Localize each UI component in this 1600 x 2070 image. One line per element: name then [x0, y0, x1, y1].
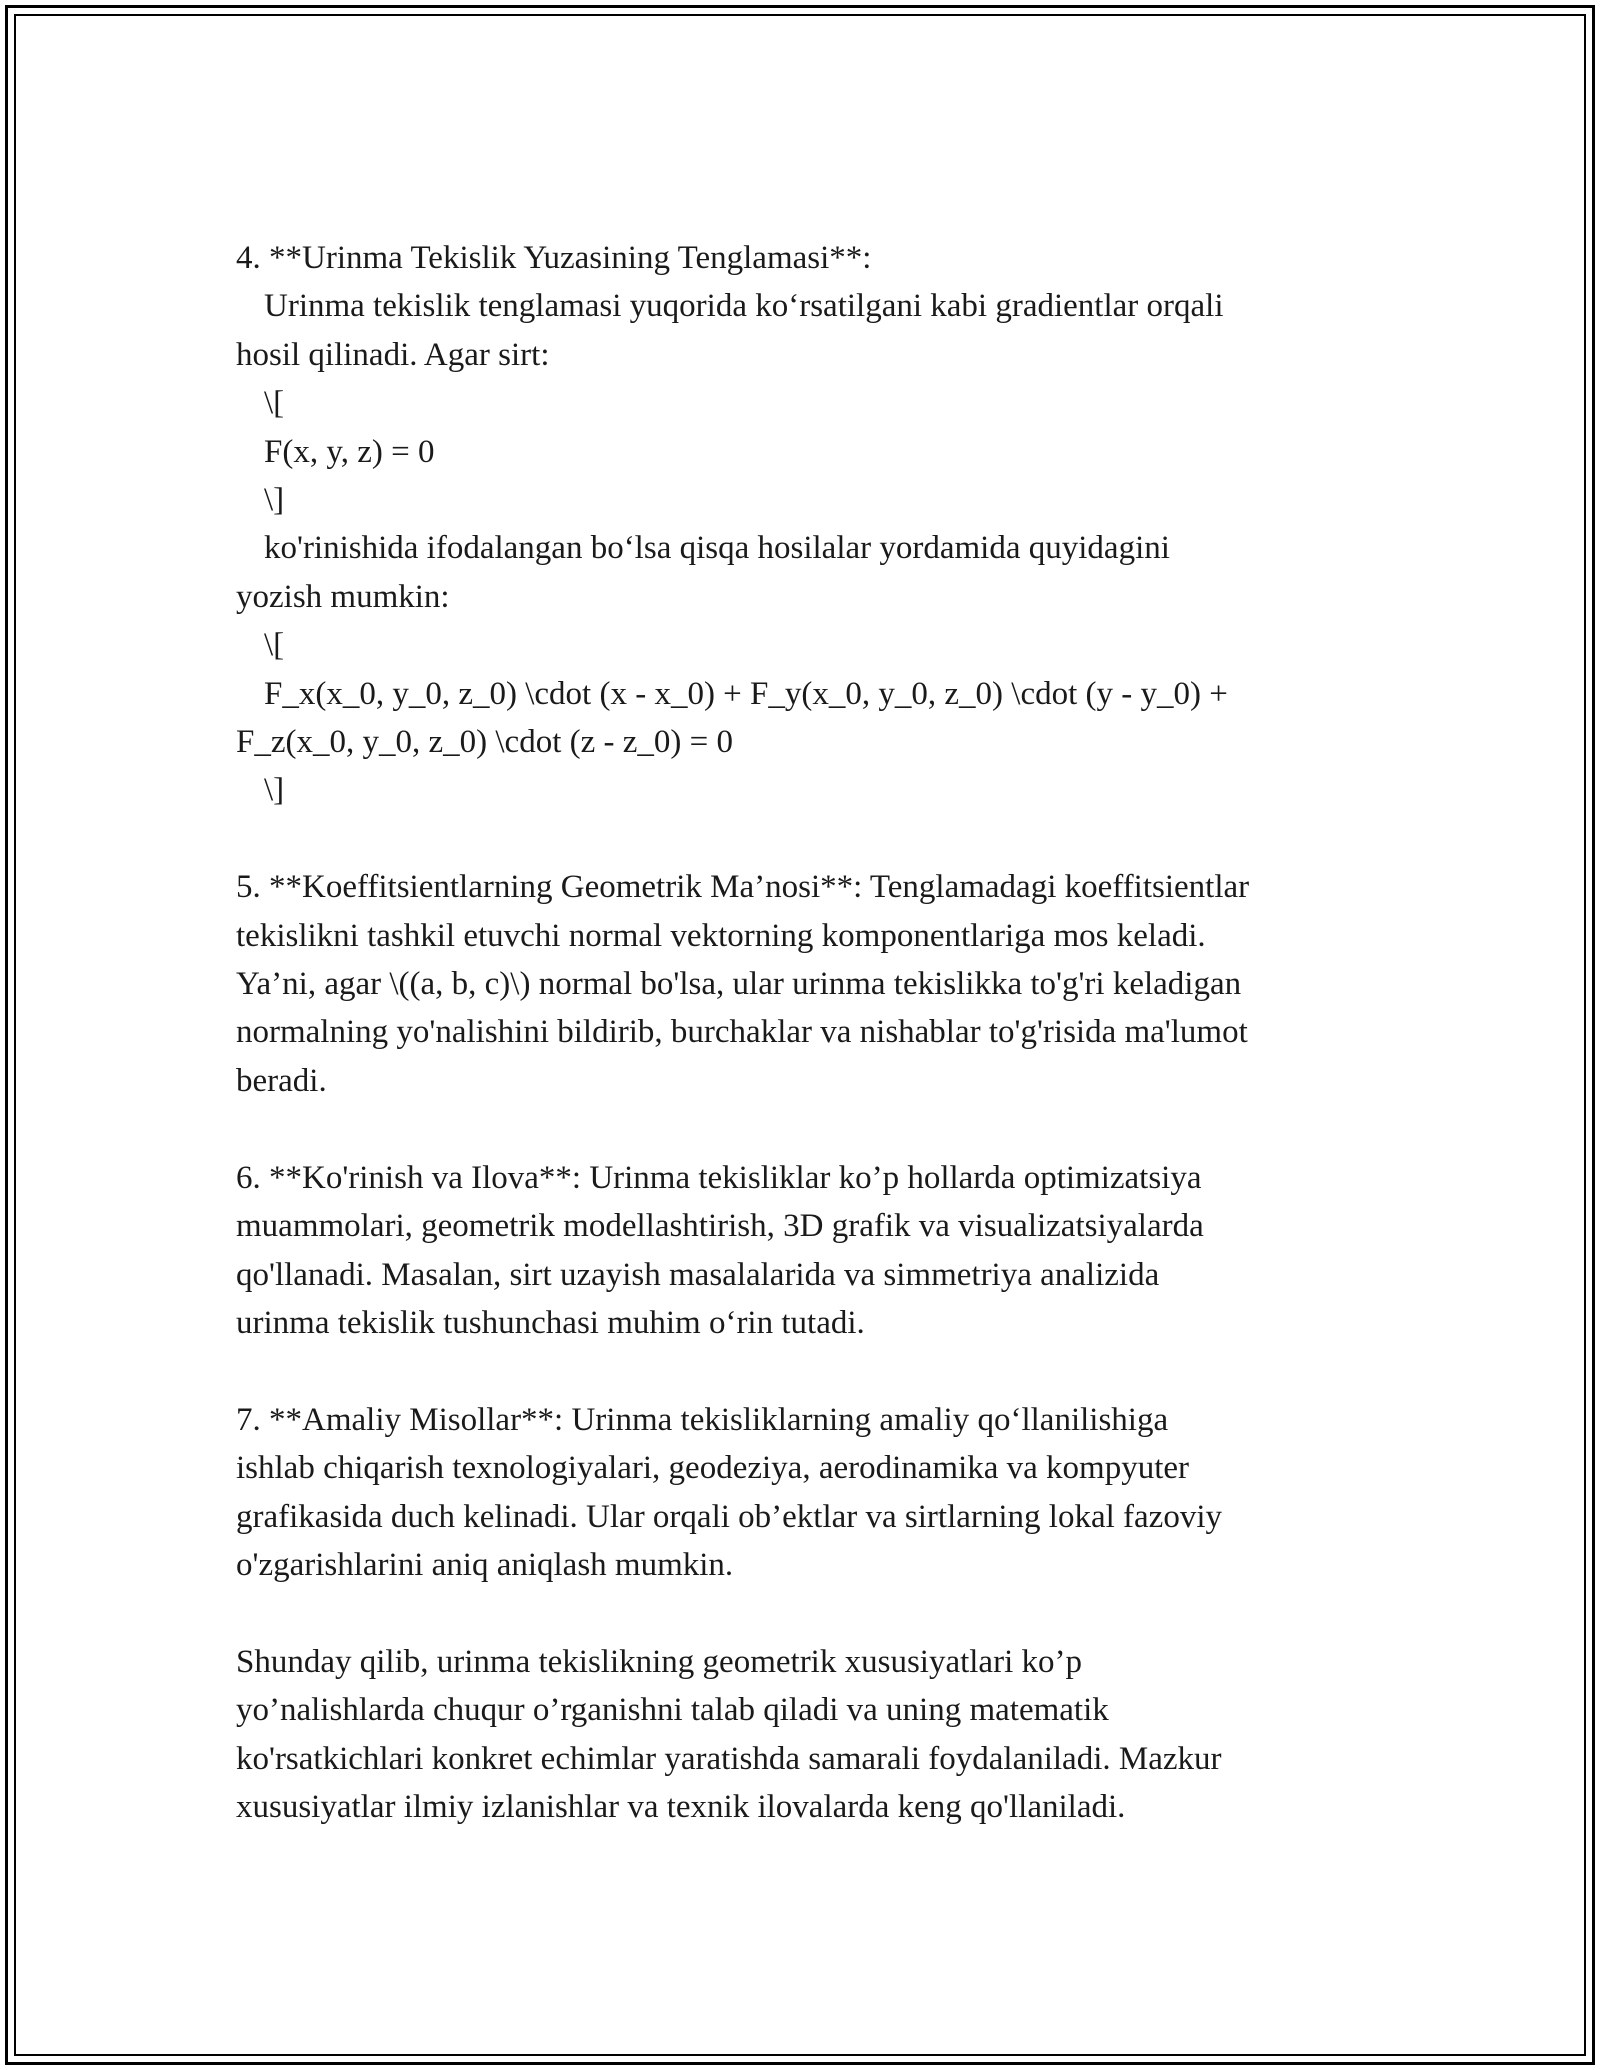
math-open-bracket: \[ — [264, 627, 285, 664]
section-5 — [236, 863, 1386, 1105]
section-5-text-line: beradi. — [236, 1062, 327, 1099]
section-7-text-line: o'zgarishlarini aniq aniqlash mumkin. — [236, 1546, 734, 1583]
math-close-bracket: \] — [264, 482, 285, 519]
section-6-text-line: urinma tekislik tushunchasi muhim o‘rin tutadi. — [236, 1304, 865, 1341]
section-4-text-line: yozish mumkin: — [236, 578, 450, 615]
section-5-text-line: Ya’ni, agar \((a, b, c)\) normal bo'lsa, ular urinma tekislikka to'g'ri keladigan — [236, 966, 1242, 1003]
section-4 — [236, 234, 1386, 815]
section-6-text-line: 6. **Ko'rinish va Ilova**: Urinma tekisliklar ko’p hollarda optimizatsiya — [236, 1159, 1202, 1196]
section-5-text-line: normalning yo'nalishini bildirib, burchaklar va nishablar to'g'risida ma'lumot — [236, 1014, 1248, 1051]
paragraph-gap — [236, 1589, 1386, 1637]
section-5-text-line: tekislikni tashkil etuvchi normal vektorning komponentlariga mos keladi. — [236, 917, 1206, 954]
paragraph-gap — [236, 1105, 1386, 1153]
equation-surface: F(x, y, z) = 0 — [264, 433, 435, 470]
equation-tangent-plane: F_x(x_0, y_0, z_0) \cdot (x - x_0) + F_y(x_0, y_0, z_0) \cdot (y - y_0) + — [264, 675, 1228, 712]
section-7 — [236, 1396, 1386, 1590]
math-close-bracket: \] — [264, 772, 285, 809]
paragraph-gap — [236, 1347, 1386, 1395]
conclusion-text-line: xususiyatlar ilmiy izlanishlar va texnik ilovalarda keng qo'llaniladi. — [236, 1788, 1126, 1825]
section-6-text-line: muammolari, geometrik modellashtirish, 3D grafik va visualizatsiyalarda — [236, 1208, 1204, 1245]
section-7-text-line: 7. **Amaliy Misollar**: Urinma tekisliklarning amaliy qo‘llanilishiga — [236, 1401, 1169, 1438]
section-4-text-line: ko'rinishida ifodalangan bo‘lsa qisqa hosilalar yordamida quyidagini — [264, 530, 1170, 567]
conclusion-text-line: yo’nalishlarda chuqur o’rganishni talab qiladi va uning matematik — [236, 1692, 1109, 1729]
section-6 — [236, 1154, 1386, 1348]
document-body — [236, 234, 1386, 1831]
paragraph-gap — [236, 815, 1386, 863]
section-7-text-line: ishlab chiqarish texnologiyalari, geodeziya, aerodinamika va kompyuter — [236, 1450, 1190, 1487]
math-open-bracket: \[ — [264, 385, 285, 422]
section-4-text-line: Urinma tekislik tenglamasi yuqorida ko‘rsatilgani kabi gradientlar orqali — [264, 288, 1224, 325]
section-5-text-line: 5. **Koeffitsientlarning Geometrik Ma’nosi**: Tenglamadagi koeffitsientlar — [236, 869, 1250, 906]
section-7-text-line: grafikasida duch kelinadi. Ular orqali ob’ektlar va sirtlarning lokal fazoviy — [236, 1498, 1222, 1535]
section-6-text-line: qo'llanadi. Masalan, sirt uzayish masalalarida va simmetriya analizida — [236, 1256, 1160, 1293]
equation-tangent-plane-cont: F_z(x_0, y_0, z_0) \cdot (z - z_0) = 0 — [236, 724, 733, 761]
conclusion-text-line: ko'rsatkichlari konkret echimlar yaratishda samarali foydalaniladi. Mazkur — [236, 1740, 1222, 1777]
conclusion-text-line: Shunday qilib, urinma tekislikning geometrik xususiyatlari ko’p — [236, 1643, 1082, 1680]
section-4-text-line: hosil qilinadi. Agar sirt: — [236, 336, 550, 373]
conclusion — [236, 1638, 1386, 1832]
section-4-heading: 4. **Urinma Tekislik Yuzasining Tenglamasi**: — [236, 240, 872, 276]
